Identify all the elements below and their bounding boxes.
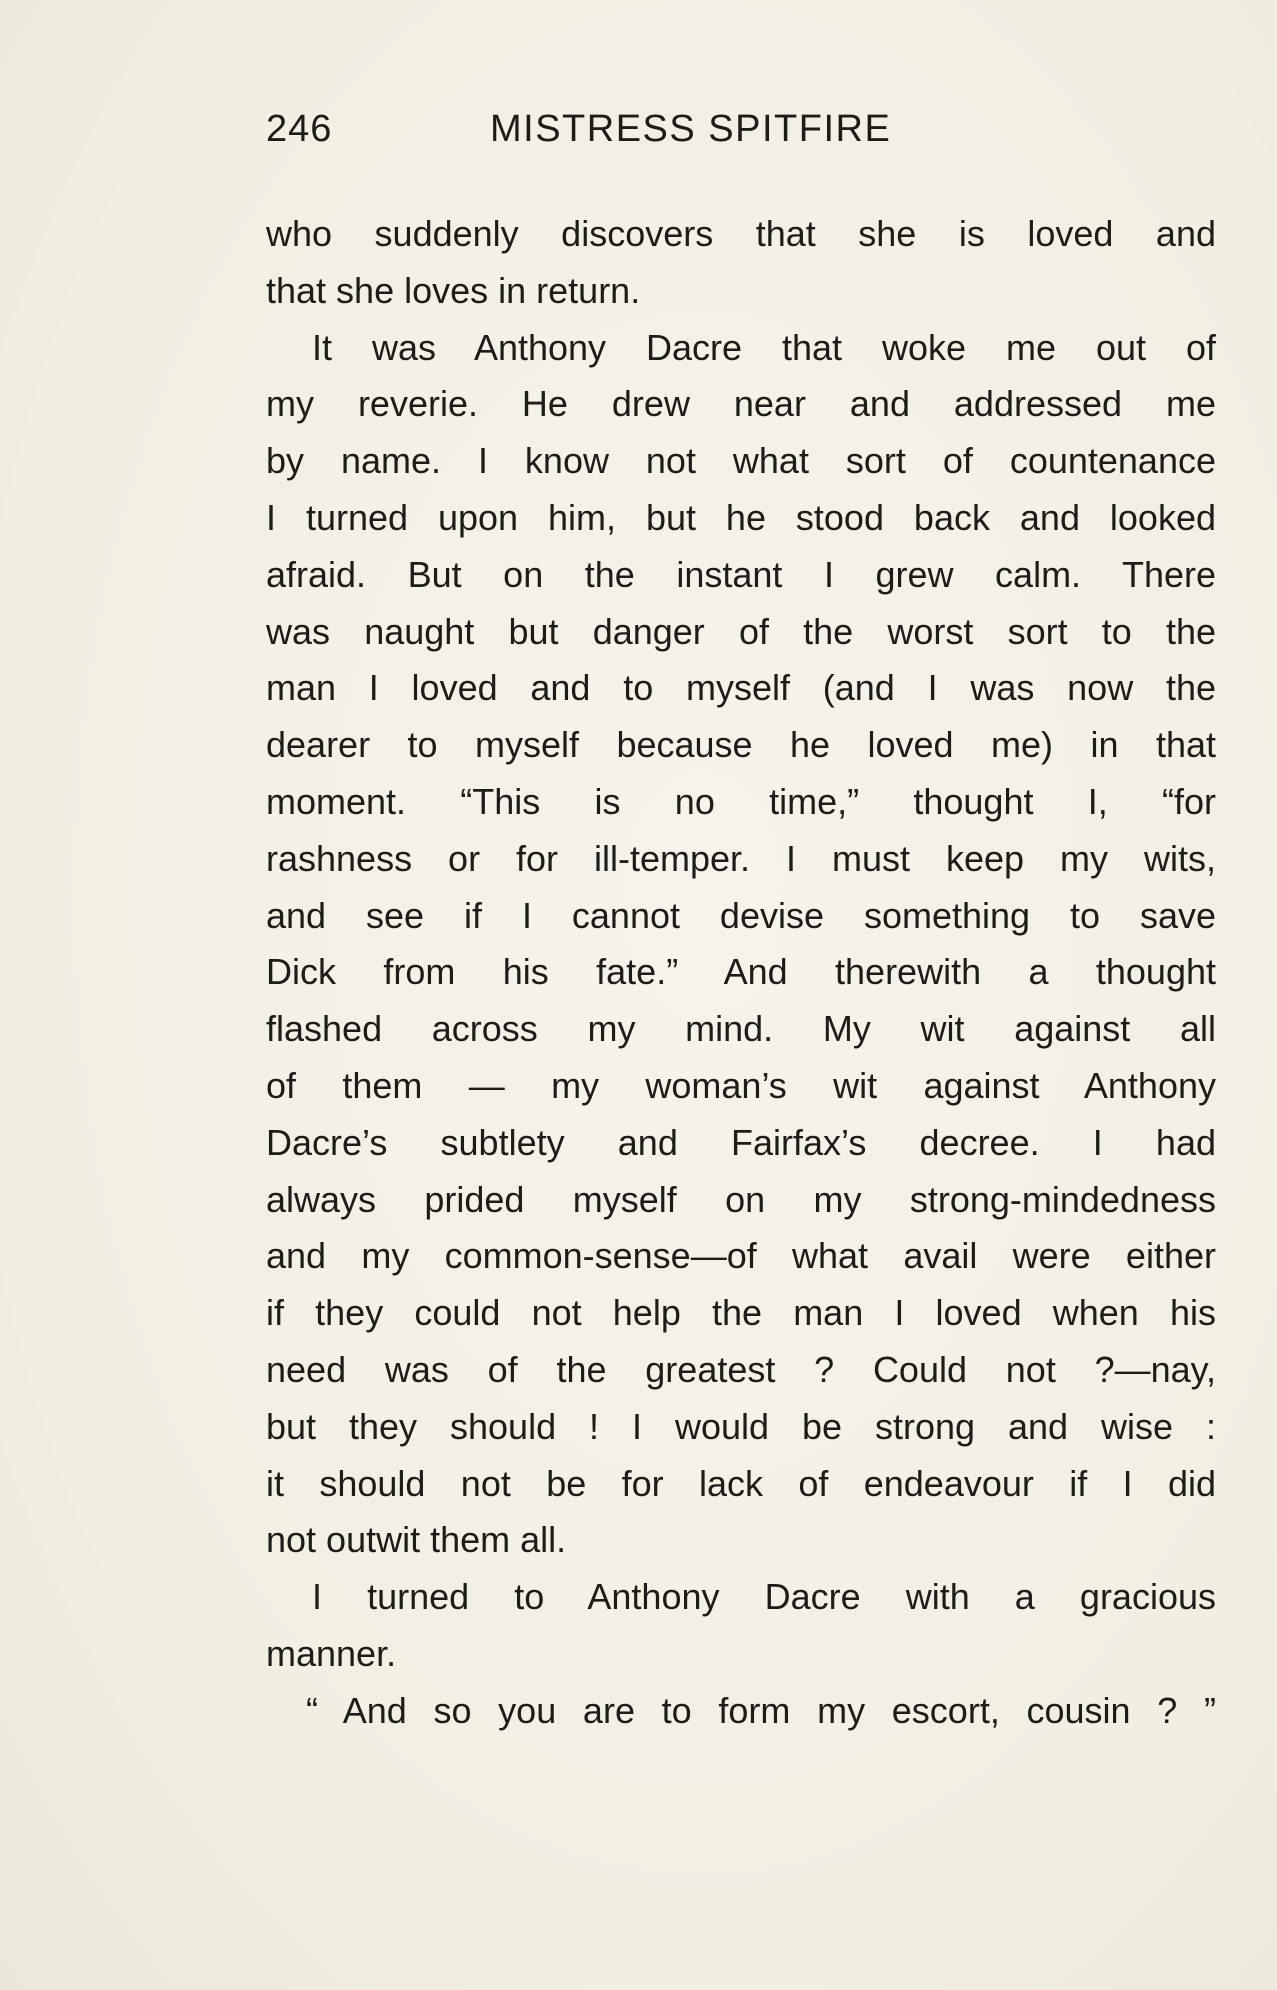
text-line: rashness or for ill-temper. I must keep my wits, — [266, 837, 1216, 879]
text-line: Dick from his fate.” And therewith a thought — [266, 951, 1216, 993]
page-number: 246 — [266, 108, 333, 150]
text-line: it should not be for lack of endeavour if I did — [266, 1462, 1216, 1504]
text-line: I turned to Anthony Dacre with a gracious — [312, 1576, 1216, 1618]
text-line: and my common-sense—of what avail were either — [266, 1235, 1216, 1277]
text-line: who suddenly discovers that she is loved and — [266, 213, 1216, 254]
text-line: and see if I cannot devise something to save — [266, 894, 1216, 936]
running-title: MISTRESS SPITFIRE — [490, 108, 892, 150]
text-line: that she loves in return. — [266, 269, 641, 311]
text-line: moment. “This is no time,” thought I, “for — [266, 780, 1216, 822]
text-line: It was Anthony Dacre that woke me out of — [312, 326, 1216, 368]
text-line: by name. I know not what sort of countenance — [266, 440, 1216, 482]
body-text — [266, 206, 1216, 1740]
text-line: always prided myself on my strong-mindedness — [266, 1178, 1216, 1220]
text-line: my reverie. He drew near and addressed me — [266, 383, 1216, 425]
text-line: flashed across my mind. My wit against all — [266, 1008, 1216, 1050]
text-line: was naught but danger of the worst sort to the — [266, 610, 1216, 652]
text-line: but they should ! I would be strong and wise : — [266, 1405, 1216, 1447]
text-line: dearer to myself because he loved me) in that — [266, 724, 1216, 766]
text-line: “ And so you are to form my escort, cousin ? ” — [306, 1689, 1216, 1731]
text-line: of them — my woman’s wit against Anthony — [266, 1064, 1216, 1106]
text-line: need was of the greatest ? Could not ?—nay, — [266, 1348, 1216, 1390]
text-line: Dacre’s subtlety and Fairfax’s decree. I had — [266, 1121, 1216, 1163]
text-line: not outwit them all. — [266, 1519, 567, 1561]
text-line: manner. — [266, 1632, 397, 1674]
text-line: I turned upon him, but he stood back and looked — [266, 496, 1216, 538]
text-line: man I loved and to myself (and I was now the — [266, 667, 1216, 709]
text-line: afraid. But on the instant I grew calm. There — [266, 553, 1216, 595]
text-line: if they could not help the man I loved when his — [266, 1292, 1216, 1334]
page-header — [266, 108, 986, 156]
